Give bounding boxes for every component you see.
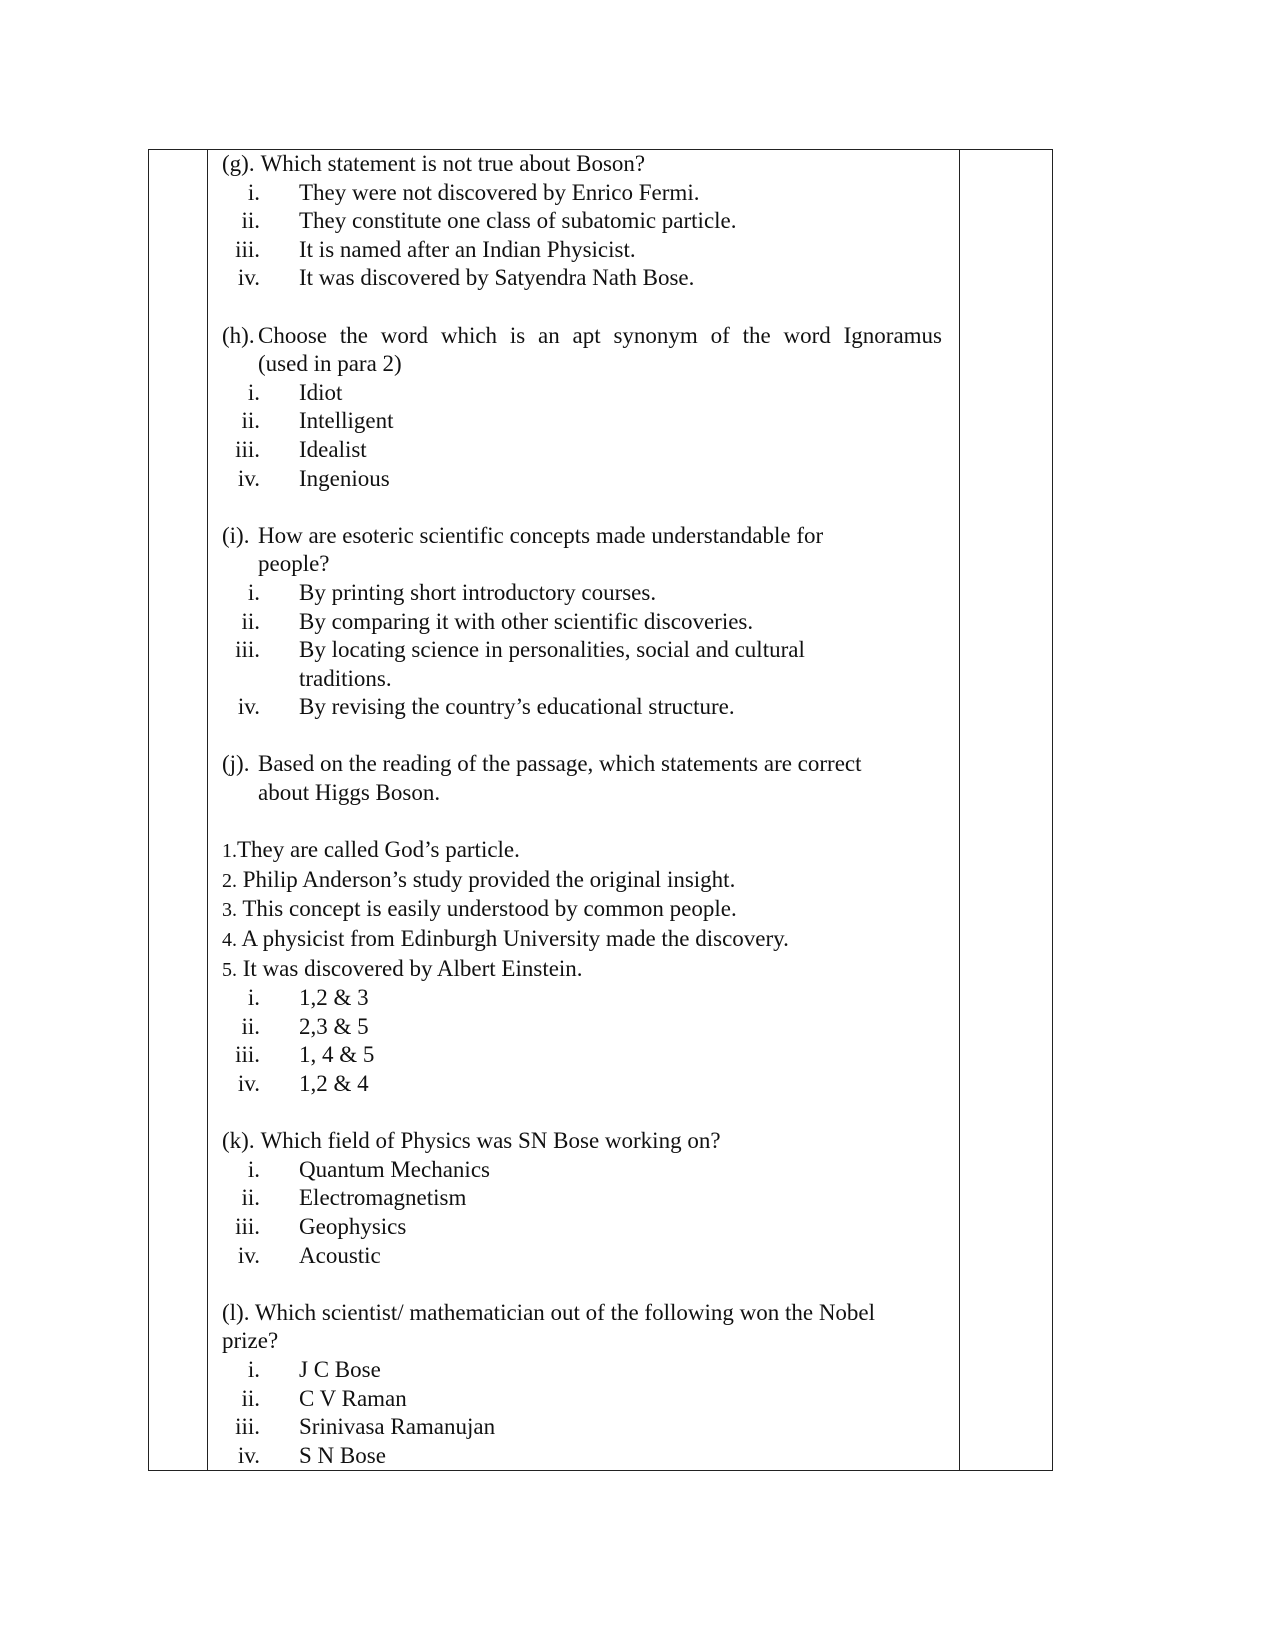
statement-text: A physicist from Edinburgh University made the discovery. — [241, 926, 789, 952]
option — [222, 579, 942, 608]
statement-text: They are called God’s particle. — [237, 837, 520, 863]
option-text: 1, 4 & 5 — [299, 1042, 375, 1068]
question-l — [222, 1299, 942, 1471]
option-text: J C Bose — [299, 1356, 381, 1382]
question-i — [222, 522, 942, 722]
option-number: ii. — [241, 208, 260, 234]
option-number: ii. — [241, 1385, 260, 1411]
question-label: (l). — [222, 1299, 250, 1325]
option-number: ii. — [241, 1013, 260, 1039]
table-column-divider — [207, 150, 208, 1470]
option-number: i. — [247, 579, 260, 605]
option-text: Ingenious — [299, 465, 390, 491]
option-number: iv. — [237, 465, 260, 491]
statement-number: 1. — [222, 840, 237, 863]
statement — [222, 836, 942, 866]
option — [222, 1213, 942, 1242]
question-label: (j). — [222, 751, 250, 777]
option-number: iii. — [235, 637, 260, 663]
statement — [222, 925, 942, 955]
option-number: iv. — [237, 265, 260, 291]
option — [222, 379, 942, 408]
question-k — [222, 1127, 942, 1270]
option-text: By comparing it with other scientific discoveries. — [299, 608, 754, 634]
option — [222, 1385, 942, 1414]
option-text: Idealist — [299, 436, 367, 462]
statement-text: It was discovered by Albert Einstein. — [242, 955, 583, 981]
option-number: i. — [247, 1156, 260, 1182]
question-text: Which scientist/ mathematician out of the following won the Nobel prize? — [222, 1299, 876, 1354]
option-text: By revising the country’s educational structure. — [299, 694, 735, 720]
option-text: Geophysics — [299, 1213, 407, 1239]
option — [222, 1242, 942, 1271]
option — [222, 1356, 942, 1385]
statement — [222, 955, 942, 985]
option-number: ii. — [241, 1185, 260, 1211]
option-number: ii. — [241, 608, 260, 634]
option — [222, 1013, 942, 1042]
question-h — [222, 322, 942, 494]
option — [222, 465, 942, 494]
option-text: C V Raman — [299, 1385, 407, 1411]
option-number: i. — [247, 379, 260, 405]
option — [222, 436, 942, 465]
option-number: iii. — [235, 436, 260, 462]
option-text: They were not discovered by Enrico Fermi. — [299, 179, 700, 205]
option — [222, 1156, 942, 1185]
option — [222, 236, 942, 265]
option-text: By printing short introductory courses. — [299, 579, 657, 605]
option — [222, 207, 942, 236]
question-text: How are esoteric scientific concepts made understandable for — [258, 522, 824, 548]
questions-column — [222, 150, 942, 1470]
option-number: iii. — [235, 1414, 260, 1440]
statement — [222, 866, 942, 896]
statement-text: Philip Anderson’s study provided the original insight. — [242, 866, 736, 892]
option-text: It was discovered by Satyendra Nath Bose. — [299, 265, 695, 291]
option — [222, 1413, 942, 1442]
question-text-continued: about Higgs Boson. — [258, 780, 441, 806]
option-number: iii. — [235, 1213, 260, 1239]
option — [222, 179, 942, 208]
statement-number: 3. — [222, 899, 237, 922]
option-number: iii. — [235, 1042, 260, 1068]
option-text: 1,2 & 4 — [299, 1071, 369, 1096]
option — [222, 693, 942, 722]
question-text-continued: people? — [258, 551, 330, 577]
question-text: Which field of Physics was SN Bose working on? — [260, 1128, 721, 1154]
question-label: (k). — [222, 1128, 255, 1154]
option — [222, 1184, 942, 1213]
option-text: S N Bose — [299, 1442, 386, 1468]
option-number: iv. — [237, 694, 260, 720]
option — [222, 407, 942, 436]
option-text: Srinivasa Ramanujan — [299, 1414, 496, 1440]
table-column-divider — [959, 150, 960, 1470]
option — [222, 1070, 942, 1099]
option-text: By locating science in personalities, social and cultural traditions. — [299, 637, 805, 691]
statement-number: 4. — [222, 929, 237, 952]
statement-number: 5. — [222, 958, 237, 981]
option-text: It is named after an Indian Physicist. — [299, 236, 636, 262]
option-text: They constitute one class of subatomic particle. — [299, 208, 737, 234]
option — [222, 636, 942, 693]
option-number: i. — [247, 1356, 260, 1382]
option — [222, 1442, 942, 1471]
question-label: (g). — [222, 151, 255, 176]
option — [222, 984, 942, 1013]
option-number: i. — [247, 179, 260, 205]
option-number: iv. — [237, 1242, 260, 1268]
question-j — [222, 750, 942, 1098]
question-text: Which statement is not true about Boson? — [260, 151, 646, 176]
option — [222, 1041, 942, 1070]
option-text: Electromagnetism — [299, 1185, 467, 1211]
statement-text: This concept is easily understood by common people. — [242, 896, 737, 922]
option-number: iv. — [237, 1071, 260, 1096]
option-text: Idiot — [299, 379, 343, 405]
question-text: Based on the reading of the passage, which statements are correct — [258, 751, 862, 777]
option-number: iv. — [237, 1442, 260, 1468]
option-text: Quantum Mechanics — [299, 1156, 490, 1182]
option-text: Intelligent — [299, 408, 394, 434]
option-text: Acoustic — [299, 1242, 381, 1268]
option-text: 1,2 & 3 — [299, 985, 369, 1011]
option-text: 2,3 & 5 — [299, 1013, 369, 1039]
option — [222, 264, 942, 293]
option-number: ii. — [241, 408, 260, 434]
question-g — [222, 150, 942, 293]
option-number: i. — [247, 985, 260, 1011]
question-text-continued: (used in para 2) — [258, 351, 402, 377]
statement-list — [222, 836, 942, 984]
question-label: (i). — [222, 522, 250, 548]
statement-number: 2. — [222, 869, 237, 892]
option-number: iii. — [235, 236, 260, 262]
question-label: (h). — [222, 322, 255, 348]
question-text: Choose the word which is an apt synonym of the word Ignoramus — [258, 322, 942, 348]
statement — [222, 895, 942, 925]
option — [222, 608, 942, 637]
